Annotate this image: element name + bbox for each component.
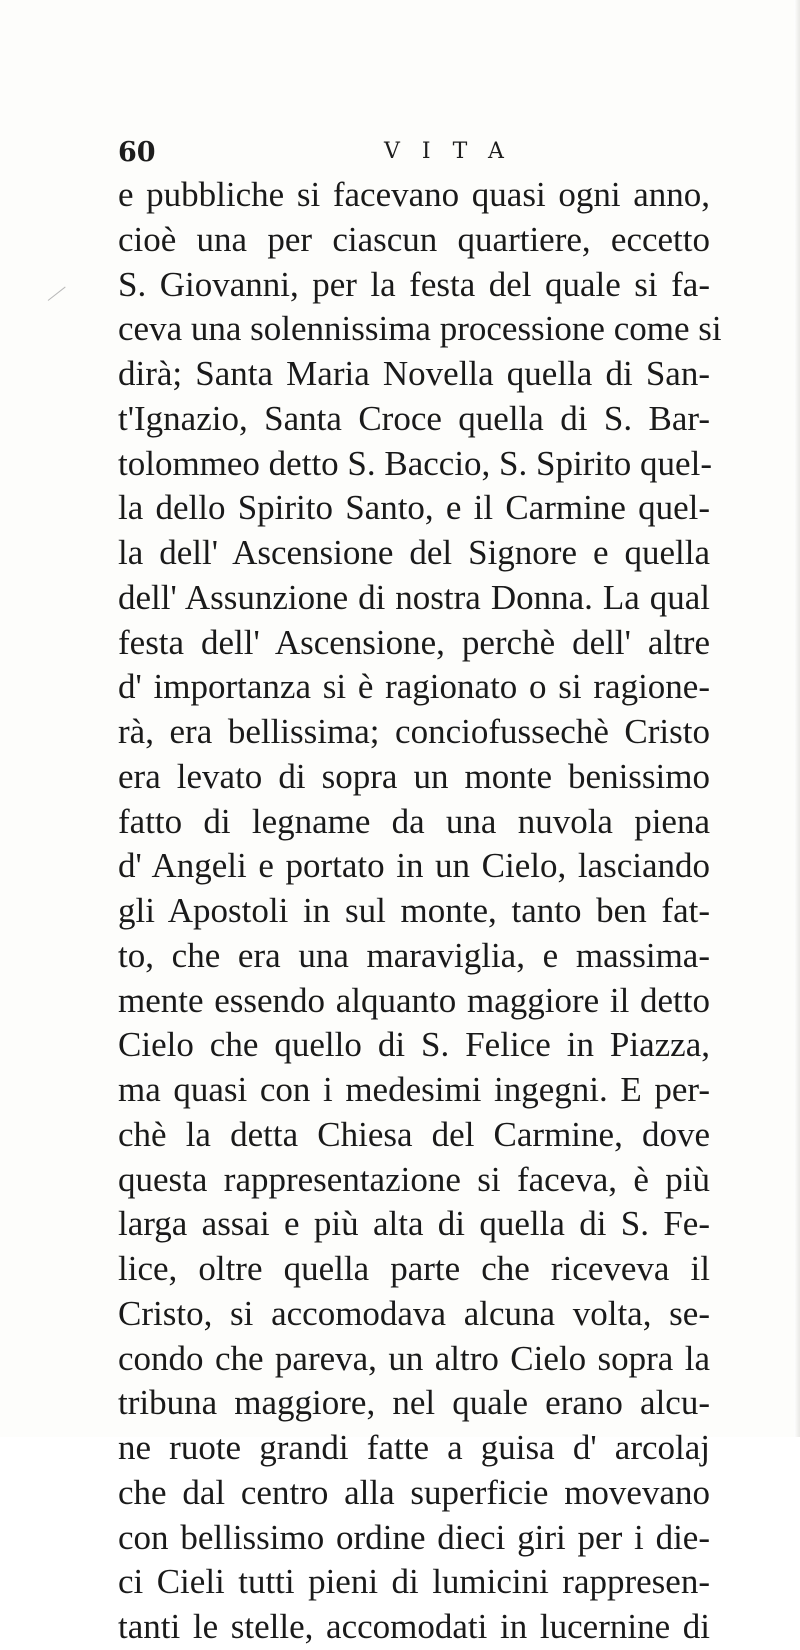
text-line: era levato di sopra un monte benissimo (118, 756, 710, 796)
text-line: ne ruote grandi fatte a guisa d' arcolaj (118, 1428, 710, 1467)
text-line: ma quasi con i medesimi ingegni. E per- (118, 1070, 710, 1109)
text-line: chè la detta Chiesa del Carmine, dove (118, 1114, 710, 1154)
text-line: to, che era una maraviglia, e massima- (118, 935, 710, 975)
text-line: rà, era bellissima; conciofussechè Cristo (118, 712, 710, 751)
text-line: mente essendo alquanto maggiore il detto (118, 980, 710, 1020)
text-line: dell' Assunzione di nostra Donna. La qual (118, 577, 710, 617)
text-line: larga assai e più alta di quella di S. Fe- (118, 1204, 710, 1244)
text-line: S. Giovanni, per la festa del quale si fa- (118, 264, 710, 304)
text-line: tribuna maggiore, nel quale erano alcu- (118, 1383, 710, 1423)
text-line: tanti le stelle, accomodati in lucernine di (118, 1607, 710, 1646)
text-line: questa rappresentazione si faceva, è più (118, 1159, 710, 1199)
text-line: ceva una solennissima processione come si (118, 309, 722, 349)
text-line: e pubbliche si facevano quasi ogni anno, (118, 175, 710, 214)
text-line: d' Angeli e portato in un Cielo, lasciando (118, 846, 710, 886)
margin-pencil-mark (48, 287, 66, 301)
page-edge-shadow (794, 0, 800, 1437)
page-number: 60 (118, 137, 156, 168)
text-line: Cielo che quello di S. Felice in Piazza, (118, 1025, 710, 1065)
text-line: t'Ignazio, Santa Croce quella di S. Bar- (118, 398, 710, 438)
text-line: la dello Spirito Santo, e il Carmine quel- (118, 488, 710, 528)
text-line: d' importanza si è ragionato o si ragione- (118, 667, 710, 707)
text-line: gli Apostoli in sul monte, tanto ben fat- (118, 891, 710, 930)
text-line: festa dell' Ascensione, perchè dell' altre (118, 622, 710, 662)
text-line: cioè una per ciascun quartiere, eccetto (118, 219, 710, 259)
body-text (118, 173, 722, 1650)
running-head: VITA (384, 139, 526, 164)
text-line: la dell' Ascensione del Signore e quella (118, 533, 710, 572)
text-line: Cristo, si accomodava alcuna volta, se- (118, 1293, 710, 1333)
text-line: condo che pareva, un altro Cielo sopra la (118, 1338, 710, 1378)
text-line: che dal centro alla superficie movevano (118, 1472, 710, 1512)
text-line: ci Cieli tutti pieni di lumicini rappresen- (118, 1562, 710, 1602)
text-line: tolommeo detto S. Baccio, S. Spirito quel- (118, 443, 712, 483)
text-line: fatto di legname da una nuvola piena (118, 801, 710, 841)
text-line: lice, oltre quella parte che riceveva il (118, 1249, 710, 1288)
text-line: dirà; Santa Maria Novella quella di San- (118, 354, 710, 393)
text-line: con bellissimo ordine dieci giri per i die- (118, 1517, 710, 1557)
page-header (118, 137, 708, 177)
